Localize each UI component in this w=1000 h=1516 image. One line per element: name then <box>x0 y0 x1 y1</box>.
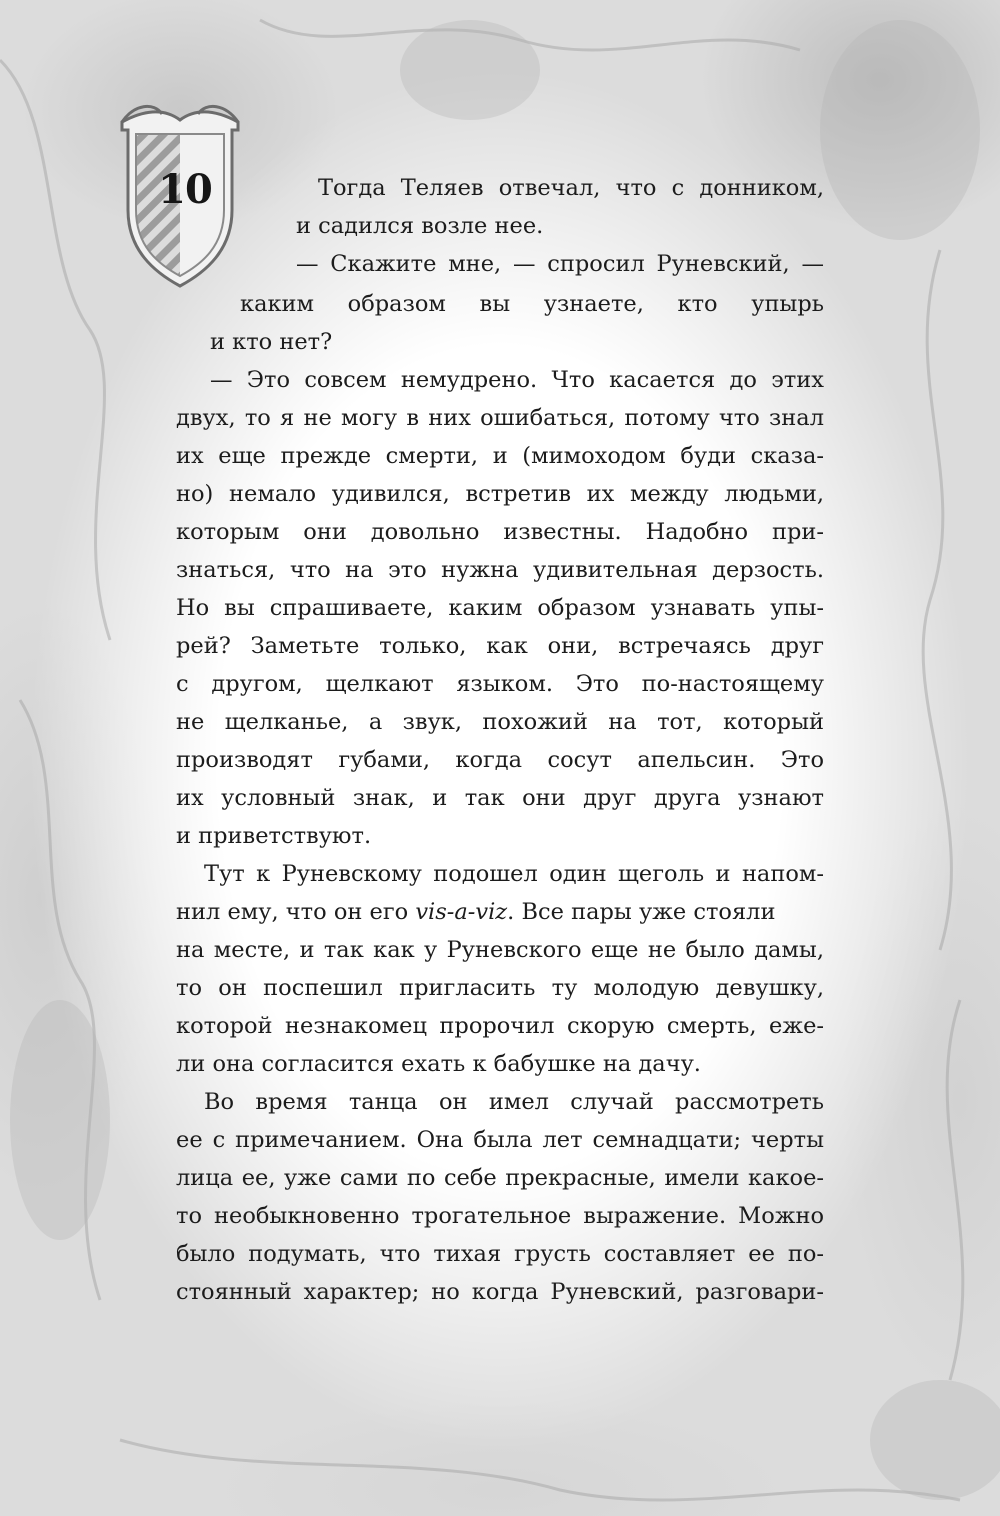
text-line: их еще прежде смерти, и (мимоходом буди сказа- <box>176 443 824 469</box>
text-line: ее с примечанием. Она была лет семнадцати; черты <box>176 1127 824 1153</box>
text-line: Тогда Теляев отвечал, что с донником, <box>318 175 824 201</box>
text-line: двух, то я не могу в них ошибаться, потому что знал <box>176 405 824 431</box>
text-line: Но вы спрашиваете, каким образом узнавать упы- <box>176 595 824 621</box>
text-line: но) немало удивился, встретив их между людьми, <box>176 481 824 507</box>
text-line: стоянный характер; но когда Руневский, разговари- <box>176 1279 824 1305</box>
text-line: Тут к Руневскому подошел один щеголь и напом- <box>204 861 824 887</box>
page-number: 10 <box>158 166 212 213</box>
text-line: на месте, и так как у Руневского еще не было дамы, <box>176 937 824 963</box>
text-line: то он поспешил пригласить ту молодую девушку, <box>176 975 824 1001</box>
text-line: то необыкновенно трогательное выражение. Можно <box>176 1203 824 1229</box>
italic-phrase: vis-a-viz <box>415 899 508 925</box>
text-line: знаться, что на это нужна удивительная дерзость. <box>176 557 824 583</box>
text-line: ли она согласится ехать к бабушке на дачу. <box>176 1051 701 1077</box>
text-line-mixed <box>176 893 824 931</box>
text-line: было подумать, что тихая грусть составляет ее по- <box>176 1241 824 1267</box>
text-line: лица ее, уже сами по себе прекрасные, имели какое- <box>176 1165 824 1191</box>
text-line: Во время танца он имел случай рассмотреть <box>204 1089 824 1115</box>
text-line: рей? Заметьте только, как они, встречаясь друг <box>176 633 824 659</box>
text-line: которой незнакомец пророчил скорую смерть, еже- <box>176 1013 824 1039</box>
text-line: и садился возле нее. <box>296 213 544 239</box>
text-line: с другом, щелкают языком. Это по-настоящему <box>176 671 824 697</box>
text-line: каким образом вы узнаете, кто упырь <box>240 291 824 317</box>
text-line: — Скажите мне, — спросил Руневский, — <box>296 251 824 277</box>
text-line: и кто нет? <box>210 329 333 355</box>
text-line: не щелканье, а звук, похожий на тот, который <box>176 709 824 735</box>
text-line: производят губами, когда сосут апельсин. Это <box>176 747 824 773</box>
text-span: нил ему, что он его <box>176 899 416 925</box>
text-span: . Все пары уже стояли <box>507 899 776 925</box>
text-line: которым они довольно известны. Надобно при- <box>176 519 824 545</box>
text-line: и приветствуют. <box>176 823 372 849</box>
text-line: их условный знак, и так они друг друга узнают <box>176 785 824 811</box>
text-line: — Это совсем немудрено. Что касается до этих <box>210 367 824 393</box>
